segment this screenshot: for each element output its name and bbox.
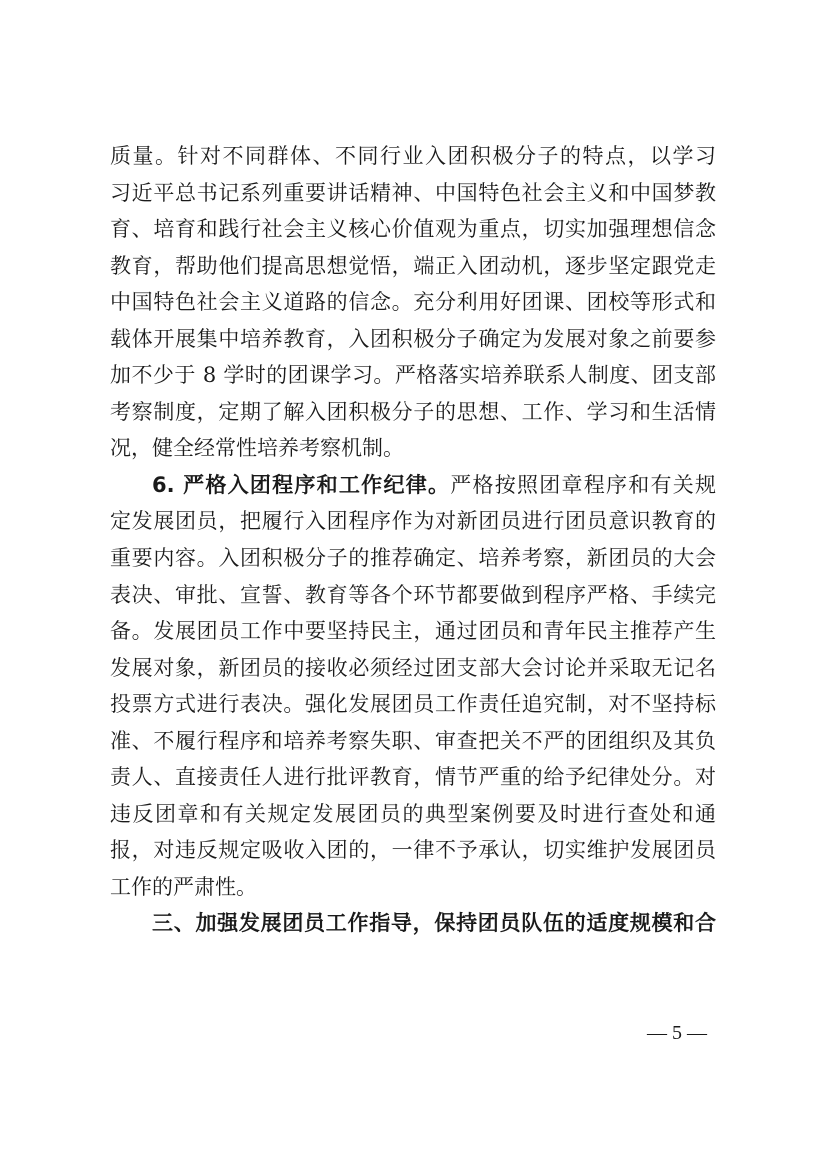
text-line: 中国特色社会主义道路的信念。充分利用好团课、团校等形式和 (110, 290, 716, 315)
text-line: 工作的严肃性。 (110, 874, 257, 899)
text-line: 重要内容。入团积极分子的推荐确定、培养考察，新团员的大会 (110, 546, 716, 571)
text-line: 违反团章和有关规定发展团员的典型案例要及时进行查处和通 (110, 801, 716, 826)
text-line: 况，健全经常性培养考察机制。 (110, 436, 404, 461)
paragraph-procedure (110, 467, 716, 906)
text-line: 育、培育和践行社会主义核心价值观为重点，切实加强理想信念 (110, 217, 716, 242)
paragraph-training (110, 138, 716, 467)
text-line: 表决、审批、宣誓、教育等各个环节都要做到程序严格、手续完 (110, 582, 716, 607)
paragraph-first-line (110, 467, 716, 504)
text-run: 严格按照团章程序和有关规 (450, 472, 716, 497)
text-line: 载体开展集中培养教育，入团积极分子确定为发展对象之前要参 (110, 326, 716, 351)
text-line: 投票方式进行表决。强化发展团员工作责任追究制，对不坚持标 (110, 692, 716, 717)
document-body (110, 138, 716, 942)
text-line: 报，对违反规定吸收入团的，一律不予承认，切实维护发展团员 (110, 838, 716, 863)
text-line: 习近平总书记系列重要讲话精神、中国特色社会主义和中国梦教 (110, 180, 716, 205)
page-number: — 5 — (647, 1022, 707, 1044)
text-line: 考察制度，定期了解入团积极分子的思想、工作、学习和生活情 (110, 399, 716, 424)
text-line: 发展对象，新团员的接收必须经过团支部大会讨论并采取无记名 (110, 655, 716, 680)
text-line: 教育，帮助他们提高思想觉悟，端正入团动机，逐步坚定跟党走 (110, 253, 716, 278)
text-line: 质量。针对不同群体、不同行业入团积极分子的特点，以学习 (110, 144, 716, 168)
paragraph-heading: 6. 严格入团程序和工作纪律。 (152, 472, 451, 497)
section-heading: 三、加强发展团员工作指导，保持团员队伍的适度规模和合 (152, 911, 716, 936)
text-line: 准、不履行程序和培养考察失职、审查把关不严的团组织及其负 (110, 728, 716, 753)
text-line: 定发展团员，把履行入团程序作为对新团员进行团员意识教育的 (110, 509, 716, 534)
text-line: 加不少于 8 学时的团课学习。严格落实培养联系人制度、团支部 (110, 363, 716, 388)
text-line: 责人、直接责任人进行批评教育，情节严重的给予纪律处分。对 (110, 765, 716, 790)
text-line: 备。发展团员工作中要坚持民主，通过团员和青年民主推荐产生 (110, 619, 716, 644)
